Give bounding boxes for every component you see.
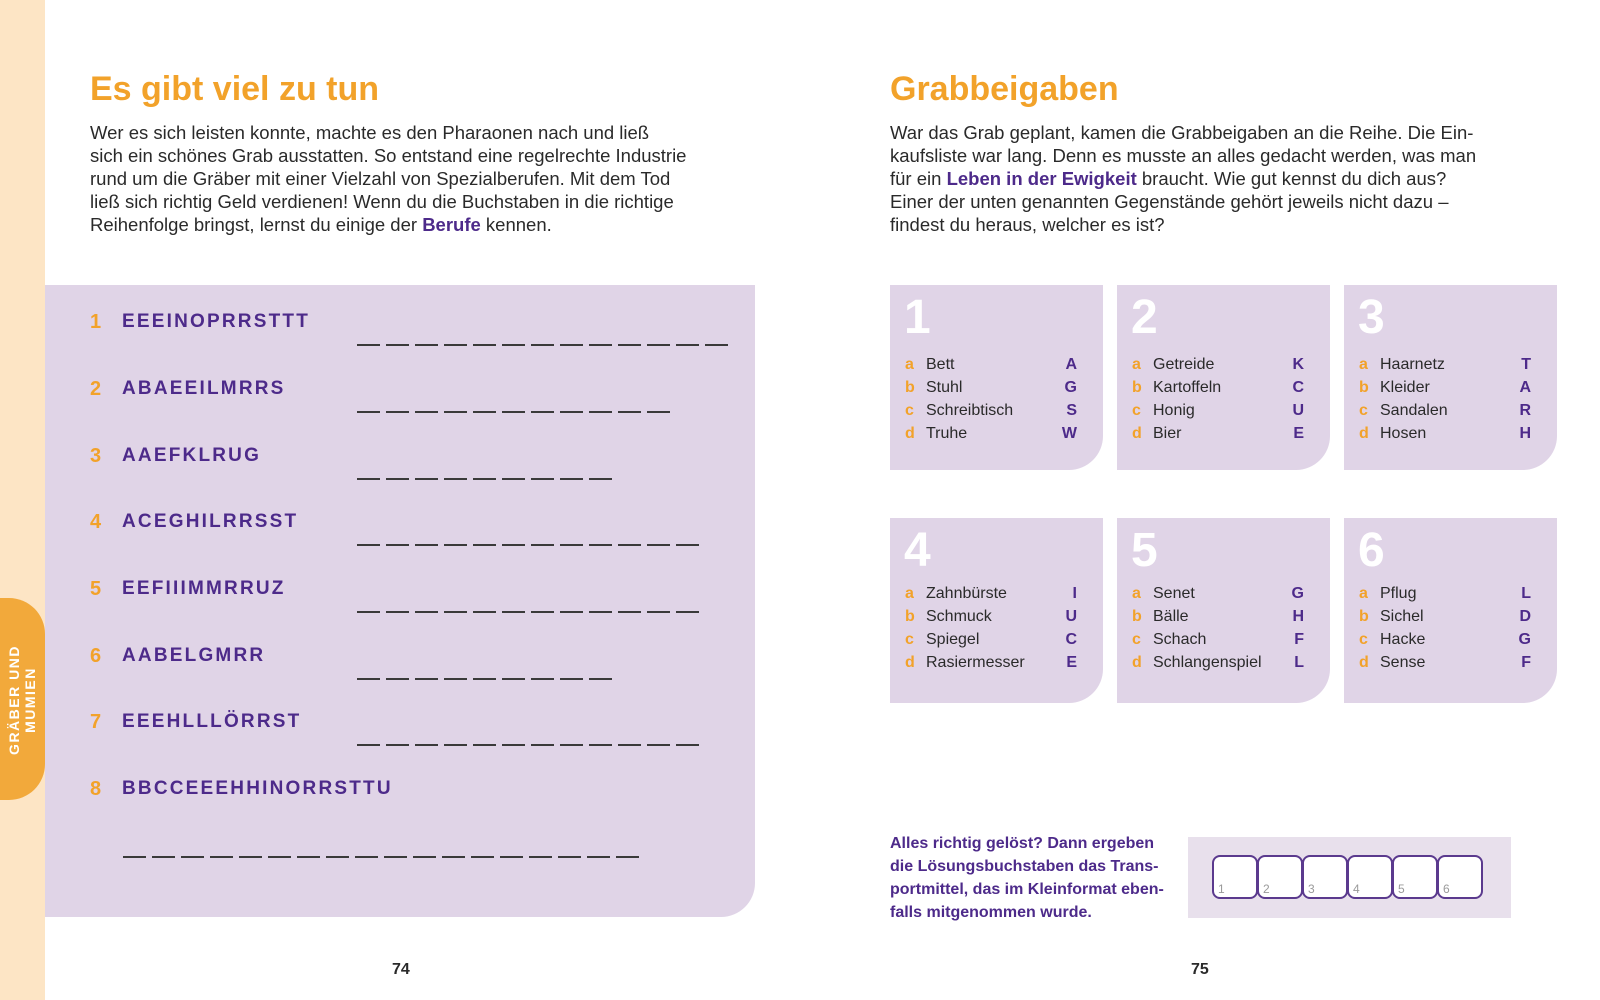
card-option[interactable] (905, 582, 1077, 605)
answer-blank (502, 478, 525, 480)
card-option[interactable] (1359, 605, 1531, 628)
answer-blank (386, 611, 409, 613)
option-letter: a (1359, 355, 1368, 373)
answer-blank (502, 544, 525, 546)
right-intro-text (890, 121, 1530, 236)
card-number: 3 (1358, 291, 1385, 344)
scrambled-letters: EEFIIIMMRRUZ (122, 578, 286, 599)
option-name: Pflug (1380, 584, 1417, 602)
chapter-tab-label: GRÄBER UND MUMIEN (6, 645, 38, 755)
solution-box-number: 1 (1218, 882, 1225, 896)
answer-blanks[interactable] (357, 544, 699, 546)
answer-blank (413, 856, 436, 858)
option-letter: a (1359, 584, 1368, 602)
answer-blank (618, 344, 641, 346)
answer-blanks[interactable] (123, 856, 639, 858)
answer-blank (531, 678, 554, 680)
answer-blank (502, 344, 525, 346)
option-code: I (1072, 584, 1077, 602)
answer-blank (386, 744, 409, 746)
answer-blank (618, 611, 641, 613)
scrambled-letters: AAEFKLRUG (122, 445, 262, 466)
option-letter: a (1132, 355, 1141, 373)
answer-blank (473, 611, 496, 613)
card-option[interactable] (1132, 628, 1304, 651)
answer-blank (502, 611, 525, 613)
answer-blank (531, 744, 554, 746)
solution-box-number: 4 (1353, 882, 1360, 896)
option-name: Zahnbürste (926, 584, 1007, 602)
answer-blank (357, 678, 380, 680)
card-option[interactable] (1132, 605, 1304, 628)
option-code: S (1066, 401, 1077, 419)
option-name: Stuhl (926, 378, 963, 396)
answer-blank (471, 856, 494, 858)
option-letter: b (905, 378, 915, 396)
option-letter: c (905, 630, 914, 648)
intro-line: War das Grab geplant, kamen die Grabbeigaben an die Reihe. Die Ein- (890, 122, 1474, 143)
option-name: Schach (1153, 630, 1207, 648)
option-code: G (1518, 630, 1531, 648)
answer-blank (473, 411, 496, 413)
option-name: Rasiermesser (926, 653, 1025, 671)
answer-blank (531, 411, 554, 413)
solution-boxes (1212, 855, 1482, 899)
answer-blanks[interactable] (357, 678, 612, 680)
option-name: Getreide (1153, 355, 1215, 373)
answer-blank (618, 544, 641, 546)
answer-blank (444, 744, 467, 746)
answer-blank (616, 856, 639, 858)
answer-blank (442, 856, 465, 858)
answer-blanks[interactable] (357, 611, 699, 613)
left-page-heading: Es gibt viel zu tun (90, 70, 380, 108)
answer-blank (297, 856, 320, 858)
answer-blank (589, 744, 612, 746)
option-code: C (1065, 630, 1077, 648)
answer-blank (357, 744, 380, 746)
option-letter: d (1359, 424, 1369, 442)
word-number: 2 (90, 377, 102, 400)
scrambled-letters: EEEINOPRRSTTT (122, 311, 311, 332)
option-name: Honig (1153, 401, 1195, 419)
word-number: 7 (90, 710, 102, 733)
answer-blank (123, 856, 146, 858)
answer-blank (386, 678, 409, 680)
scrambled-letters: ABAEEILMRRS (122, 378, 286, 399)
intro-line: Einer der unten genannten Gegenstände gehört jeweils nicht dazu – (890, 191, 1449, 212)
answer-blank (415, 678, 438, 680)
answer-blank (647, 744, 670, 746)
solution-box-number: 5 (1398, 882, 1405, 896)
word-puzzle-row (90, 507, 298, 537)
answer-blank (473, 678, 496, 680)
answer-blank (384, 856, 407, 858)
option-name: Bälle (1153, 607, 1189, 625)
card-number: 5 (1131, 524, 1158, 577)
option-letter: d (905, 653, 915, 671)
card-option[interactable] (905, 376, 1077, 399)
scrambled-letters: EEEHLLLÖRRST (122, 711, 302, 732)
word-puzzle-row (90, 641, 265, 671)
answer-blank (386, 411, 409, 413)
solution-line: falls mitgenommen wurde. (890, 904, 1092, 921)
intro-line (890, 167, 1530, 190)
answer-blank (589, 544, 612, 546)
intro-text: Reihenfolge bringst, lernst du einige der (90, 214, 423, 235)
answer-blank (529, 856, 552, 858)
option-code: A (1065, 355, 1077, 373)
answer-blank (647, 544, 670, 546)
answer-blank (589, 611, 612, 613)
answer-blank (357, 544, 380, 546)
answer-blank (560, 478, 583, 480)
answer-blank (268, 856, 291, 858)
scrambled-letters: BBCCEEEHHINORRSTTU (122, 778, 393, 799)
card-option[interactable] (1359, 353, 1531, 376)
left-intro-text (90, 121, 730, 236)
option-code: H (1519, 424, 1531, 442)
word-number: 4 (90, 510, 102, 533)
intro-text: kennen. (480, 214, 552, 235)
card-option[interactable] (1359, 422, 1531, 445)
answer-blank (500, 856, 523, 858)
intro-text: braucht. Wie gut kennst du dich aus? (1136, 168, 1447, 189)
option-code: G (1291, 584, 1304, 602)
answer-blank (531, 478, 554, 480)
scrambled-letters: ACEGHILRRSST (122, 511, 299, 532)
card-option[interactable] (1359, 376, 1531, 399)
word-puzzle-row (90, 441, 261, 471)
option-name: Sandalen (1380, 401, 1448, 419)
option-letter: d (1359, 653, 1369, 671)
word-number: 1 (90, 310, 102, 333)
answer-blanks[interactable] (357, 344, 728, 346)
card-number: 6 (1358, 524, 1385, 577)
answer-blank (531, 344, 554, 346)
solution-letter-box[interactable] (1257, 855, 1303, 899)
word-puzzle-row (90, 707, 301, 737)
answer-blank (239, 856, 262, 858)
answer-blank (355, 856, 378, 858)
option-letter: a (1132, 584, 1141, 602)
answer-blank (560, 411, 583, 413)
answer-blank (647, 344, 670, 346)
page-number: 75 (1191, 961, 1209, 978)
card-option[interactable] (1132, 582, 1304, 605)
option-code: E (1066, 653, 1077, 671)
solution-letter-box[interactable] (1302, 855, 1348, 899)
answer-blank (357, 478, 380, 480)
option-letter: b (1132, 378, 1142, 396)
card-option[interactable] (1359, 582, 1531, 605)
answer-blanks[interactable] (357, 744, 699, 746)
intro-emphasis: Berufe (422, 214, 481, 235)
answer-blanks[interactable] (357, 411, 670, 413)
option-code: F (1521, 653, 1531, 671)
answer-blank (560, 544, 583, 546)
answer-blank (473, 544, 496, 546)
intro-line (90, 213, 730, 236)
scrambled-letters: AABELGMRR (122, 645, 266, 666)
card-option[interactable] (905, 651, 1077, 674)
quiz-card (1344, 518, 1557, 703)
option-name: Haarnetz (1380, 355, 1445, 373)
solution-letter-box[interactable] (1392, 855, 1438, 899)
answer-blank (589, 344, 612, 346)
intro-emphasis: Leben in der Ewigkeit (946, 168, 1137, 189)
answer-blank (502, 411, 525, 413)
quiz-card (1117, 518, 1330, 703)
answer-blank (473, 478, 496, 480)
option-name: Bett (926, 355, 955, 373)
quiz-card (890, 518, 1103, 703)
option-code: C (1292, 378, 1304, 396)
answer-blank (618, 411, 641, 413)
option-letter: d (1132, 424, 1142, 442)
answer-blank (444, 544, 467, 546)
option-code: W (1061, 424, 1077, 442)
answer-blank (589, 678, 612, 680)
answer-blank (560, 611, 583, 613)
answer-blank (386, 478, 409, 480)
option-letter: a (905, 355, 914, 373)
solution-line: portmittel, das im Kleinformat eben- (890, 881, 1164, 898)
card-option[interactable] (905, 353, 1077, 376)
option-code: U (1065, 607, 1077, 625)
right-page-heading: Grabbeigaben (890, 70, 1119, 108)
card-option[interactable] (1132, 353, 1304, 376)
answer-blank (444, 411, 467, 413)
answer-blanks[interactable] (357, 478, 612, 480)
intro-line: Wer es sich leisten konnte, machte es den Pharaonen nach und ließ (90, 122, 650, 143)
solution-box-number: 3 (1308, 882, 1315, 896)
answer-blank (676, 344, 699, 346)
option-letter: b (1359, 378, 1369, 396)
answer-blank (589, 478, 612, 480)
answer-blank (444, 611, 467, 613)
option-name: Schreibtisch (926, 401, 1014, 419)
option-name: Kartoffeln (1153, 378, 1222, 396)
word-puzzle-row (90, 307, 310, 337)
option-code: L (1521, 584, 1531, 602)
word-puzzle-row (90, 774, 393, 804)
answer-blank (357, 411, 380, 413)
option-letter: b (905, 607, 915, 625)
answer-blank (415, 344, 438, 346)
option-name: Senet (1153, 584, 1195, 602)
answer-blank (587, 856, 610, 858)
intro-line: findest du heraus, welcher es ist? (890, 214, 1165, 235)
option-code: E (1293, 424, 1304, 442)
intro-line: ließ sich richtig Geld verdienen! Wenn du die Buchstaben in die richtige (90, 191, 674, 212)
word-number: 8 (90, 777, 102, 800)
card-option[interactable] (1359, 628, 1531, 651)
option-name: Sichel (1380, 607, 1424, 625)
answer-blank (473, 344, 496, 346)
option-letter: c (1132, 630, 1141, 648)
solution-letter-box[interactable] (1437, 855, 1483, 899)
solution-instructions (890, 832, 1190, 924)
option-code: F (1294, 630, 1304, 648)
word-puzzle-row (90, 374, 286, 404)
answer-blank (676, 744, 699, 746)
quiz-card (1344, 285, 1557, 470)
card-option[interactable] (905, 628, 1077, 651)
option-name: Schlangenspiel (1153, 653, 1262, 671)
answer-blank (676, 544, 699, 546)
answer-blank (386, 344, 409, 346)
answer-blank (560, 744, 583, 746)
option-code: H (1292, 607, 1304, 625)
word-number: 6 (90, 644, 102, 667)
option-code: K (1292, 355, 1304, 373)
card-option[interactable] (905, 422, 1077, 445)
option-name: Kleider (1380, 378, 1430, 396)
card-option[interactable] (905, 605, 1077, 628)
answer-blank (181, 856, 204, 858)
intro-text: für ein (890, 168, 947, 189)
answer-blank (415, 611, 438, 613)
word-number: 5 (90, 577, 102, 600)
answer-blank (560, 678, 583, 680)
answer-blank (560, 344, 583, 346)
card-number: 4 (904, 524, 931, 577)
solution-box-number: 2 (1263, 882, 1270, 896)
option-letter: c (1359, 630, 1368, 648)
answer-blank (357, 611, 380, 613)
option-name: Bier (1153, 424, 1182, 442)
option-name: Truhe (926, 424, 968, 442)
solution-letter-box[interactable] (1212, 855, 1258, 899)
answer-blank (558, 856, 581, 858)
card-option[interactable] (1359, 399, 1531, 422)
solution-line: Alles richtig gelöst? Dann ergeben (890, 835, 1155, 852)
option-name: Spiegel (926, 630, 980, 648)
answer-blank (589, 411, 612, 413)
intro-line: kaufsliste war lang. Denn es musste an alles gedacht werden, was man (890, 145, 1477, 166)
answer-blank (676, 611, 699, 613)
card-option[interactable] (1132, 376, 1304, 399)
solution-panel (1188, 837, 1511, 918)
answer-blank (647, 411, 670, 413)
option-code: L (1294, 653, 1304, 671)
answer-blank (152, 856, 175, 858)
quiz-card (1117, 285, 1330, 470)
answer-blank (415, 544, 438, 546)
option-name: Schmuck (926, 607, 992, 625)
option-letter: c (905, 401, 914, 419)
answer-blank (531, 611, 554, 613)
answer-blank (531, 544, 554, 546)
option-code: A (1519, 378, 1531, 396)
answer-blank (386, 544, 409, 546)
answer-blank (705, 344, 728, 346)
answer-blank (502, 744, 525, 746)
answer-blank (444, 344, 467, 346)
card-option[interactable] (905, 399, 1077, 422)
side-strip (0, 0, 45, 1000)
option-code: R (1519, 401, 1531, 419)
card-option[interactable] (1359, 651, 1531, 674)
intro-line: rund um die Gräber mit einer Vielzahl von Spezialberufen. Mit dem Tod (90, 168, 671, 189)
option-letter: a (905, 584, 914, 602)
option-name: Sense (1380, 653, 1426, 671)
word-number: 3 (90, 444, 102, 467)
answer-blank (415, 411, 438, 413)
answer-blank (326, 856, 349, 858)
answer-blank (647, 611, 670, 613)
card-option[interactable] (1132, 399, 1304, 422)
answer-blank (415, 744, 438, 746)
option-letter: b (1132, 607, 1142, 625)
solution-box-number: 6 (1443, 882, 1450, 896)
answer-blank (618, 744, 641, 746)
option-code: T (1521, 355, 1531, 373)
option-letter: c (1359, 401, 1368, 419)
word-puzzle-row (90, 574, 286, 604)
option-code: D (1519, 607, 1531, 625)
option-code: U (1292, 401, 1304, 419)
answer-blank (357, 344, 380, 346)
solution-letter-box[interactable] (1347, 855, 1393, 899)
page-number: 74 (392, 961, 410, 978)
solution-line: die Lösungsbuchstaben das Trans- (890, 858, 1159, 875)
answer-blank (473, 744, 496, 746)
option-letter: c (1132, 401, 1141, 419)
quiz-card (890, 285, 1103, 470)
answer-blank (444, 478, 467, 480)
option-letter: b (1359, 607, 1369, 625)
answer-blank (502, 678, 525, 680)
answer-blank (210, 856, 233, 858)
intro-line: sich ein schönes Grab ausstatten. So entstand eine regelrechte Industrie (90, 145, 687, 166)
option-letter: d (905, 424, 915, 442)
card-option[interactable] (1132, 651, 1304, 674)
card-option[interactable] (1132, 422, 1304, 445)
option-letter: d (1132, 653, 1142, 671)
card-number: 1 (904, 291, 931, 344)
answer-blank (415, 478, 438, 480)
option-name: Hosen (1380, 424, 1427, 442)
option-code: G (1064, 378, 1077, 396)
option-name: Hacke (1380, 630, 1426, 648)
card-number: 2 (1131, 291, 1158, 344)
answer-blank (444, 678, 467, 680)
